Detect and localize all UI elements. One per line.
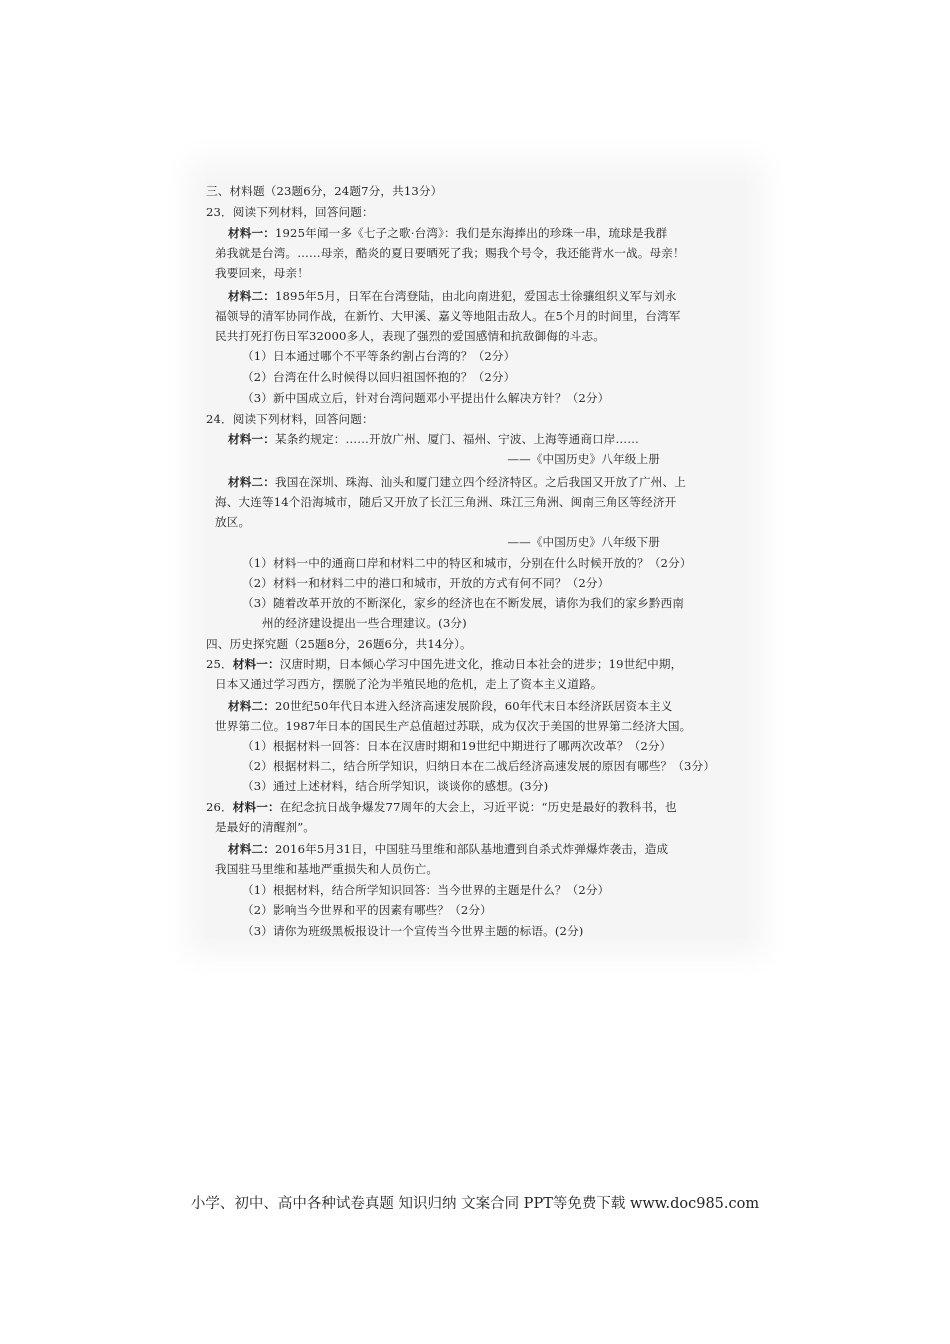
q26-material1-label: 材料一：: [232, 800, 280, 814]
section4-heading: 四、历史探究题（25题8分，26题6分，共14分）。: [206, 637, 472, 651]
q25-material1-label: 材料一：: [232, 657, 280, 671]
q26-question-1: （1）根据材料，结合所学知识回答：当今世界的主题是什么？（2分）: [242, 883, 610, 897]
q25-question-1: （1）根据材料一回答：日本在汉唐时期和19世纪中期进行了哪两次改革？（2分）: [242, 739, 672, 753]
q25-material2-label: 材料二：: [228, 699, 275, 713]
q26-question-3: （3）请你为班级黑板报设计一个宣传当今世界主题的标语。(2分): [242, 924, 584, 938]
q23-material2-label: 材料二：: [228, 289, 275, 303]
q24-stem: 24．阅读下列材料，回答问题：: [206, 412, 374, 426]
q23-stem: 23．阅读下列材料，回答问题：: [206, 205, 374, 219]
q25-question-3: （3）通过上述材料，结合所学知识，谈谈你的感想。(3分): [242, 779, 549, 793]
q25-material1-line1: 25．材料一：汉唐时期，日本倾心学习中国先进文化，推动日本社会的进步；19世纪中期，: [206, 657, 683, 671]
q24-question-3-cont: 州的经济建设提出一些合理建议。(3分): [262, 616, 467, 630]
q26-material1-line2: 是最好的清醒剂”。: [215, 820, 316, 834]
q23-material1-label: 材料一：: [228, 226, 275, 240]
q24-question-1: （1）材料一中的通商口岸和材料二中的特区和城市，分别在什么时候开放的？（2分）: [242, 556, 692, 570]
q23-question-1: （1）日本通过哪个不平等条约割占台湾的？（2分）: [242, 349, 516, 363]
q26-material2-line2: 我国驻马里维和基地严重损失和人员伤亡。: [215, 862, 439, 876]
q24-material1-source: ——《中国历史》八年级上册: [507, 452, 660, 466]
q24-material2-line3: 放区。: [215, 515, 251, 529]
q25-material2-line1: 材料二：20世纪50年代日本进入经济高速发展阶段，60年代末日本经济跃居资本主义: [228, 699, 673, 713]
q23-question-2: （2）台湾在什么时候得以回归祖国怀抱的？（2分）: [242, 370, 516, 384]
q26-number: 26．: [206, 800, 233, 814]
q24-material1-line1: 材料一：某条约规定：……开放广州、厦门、福州、宁波、上海等通商口岸……: [228, 432, 640, 446]
q23-material2-line2: 福领导的清军协同作战，在新竹、大甲溪、嘉义等地阻击敌人。在5个月的时间里，台湾军: [215, 309, 681, 323]
q26-material2-label: 材料二：: [228, 842, 275, 856]
q24-material2-source: ——《中国历史》八年级下册: [507, 535, 660, 549]
q23-material1-line2: 弟我就是台湾。……母亲，酷炎的夏日要晒死了我；赐我个号令，我还能背水一战。母亲！: [215, 246, 685, 260]
section3-heading: 三、材料题（23题6分，24题7分，共13分）: [206, 184, 443, 198]
q24-material2-line1: 材料二：我国在深圳、珠海、汕头和厦门建立四个经济特区。之后我国又开放了广州、上: [228, 475, 687, 489]
q23-material1-line3: 我要回来，母亲！: [215, 266, 309, 280]
q26-material2-line1: 材料二：2016年5月31日，中国驻马里维和部队基地遭到自杀式炸弹爆炸袭击，造成: [228, 842, 669, 856]
q25-number: 25．: [206, 657, 233, 671]
q26-material1-line1: 26．材料一：在纪念抗日战争爆发77周年的大会上，习近平说：“历史是最好的教科书，也: [206, 800, 677, 814]
q24-question-2: （2）材料一和材料二中的港口和城市，开放的方式有何不同？（2分）: [242, 576, 610, 590]
q24-material2-label: 材料二：: [228, 475, 275, 489]
scanned-exam-sheet: [206, 178, 746, 938]
q23-material1-line1: 材料一：1925年闻一多《七子之歌·台湾》：我们是东海捧出的珍珠一串，琉球是我群: [228, 226, 668, 240]
q26-question-2: （2）影响当今世界和平的因素有哪些？（2分）: [242, 903, 492, 917]
q25-question-2: （2）根据材料二，结合所学知识，归纳日本在二战后经济高速发展的原因有哪些？（3分）: [242, 759, 716, 773]
q25-material2-line2: 世界第二位。1987年日本的国民生产总值超过苏联，成为仅次于美国的世界第二经济大国。: [215, 719, 692, 733]
q23-question-3: （3）新中国成立后，针对台湾问题邓小平提出什么解决方针？（2分）: [242, 391, 610, 405]
q24-material1-label: 材料一：: [228, 432, 275, 446]
q24-material2-line2: 海、大连等14个沿海城市，随后又开放了长江三角洲、珠江三角洲、闽南三角区等经济开: [215, 495, 677, 509]
q23-material2-line3: 民共打死打伤日军32000多人，表现了强烈的爱国感情和抗敌御侮的斗志。: [215, 329, 605, 343]
q24-question-3: （3）随着改革开放的不断深化，家乡的经济也在不断发展，请你为我们的家乡黔西南: [242, 596, 685, 610]
q23-material2-line1: 材料二：1895年5月，日军在台湾登陆，由北向南进犯，爱国志士徐骧组织义军与刘永: [228, 289, 677, 303]
q25-material1-line2: 日本又通过学习西方，摆脱了沦为半殖民地的危机，走上了资本主义道路。: [215, 677, 603, 691]
page-footer: 小学、初中、高中各种试卷真题 知识归纳 文案合同 PPT等免费下载 www.doc985.com: [190, 1196, 760, 1212]
